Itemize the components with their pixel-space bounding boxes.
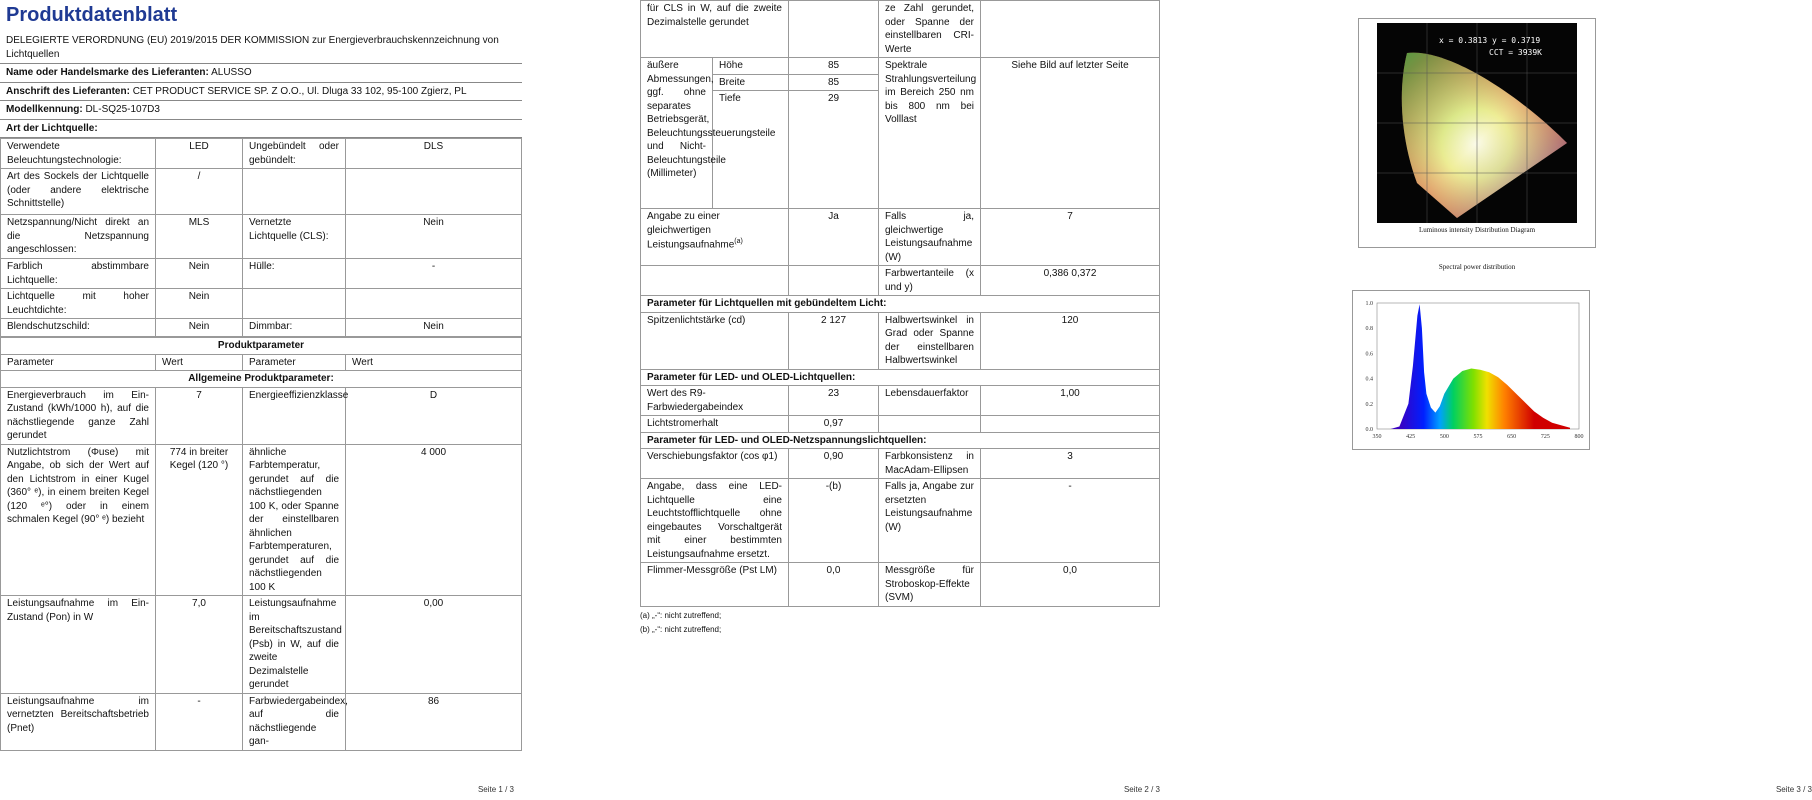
- model-line: [0, 100, 522, 119]
- survival-label: Lebensdauerfaktor: [879, 386, 981, 416]
- table-cell: [243, 169, 346, 215]
- x-tick-label: 800: [1574, 434, 1584, 440]
- table-cell: Nein: [346, 215, 522, 259]
- params-header: Produktparameter: [1, 338, 522, 355]
- address-label: Anschrift des Lieferanten:: [6, 85, 130, 97]
- table-cell: Netzspannung/Nicht direkt an die Netzspannung angeschlossen:: [1, 215, 156, 259]
- table-cell: Leistungsaufnahme im Ein-Zustand (Pon) in W: [1, 596, 156, 694]
- regulation-text: DELEGIERTE VERORDNUNG (EU) 2019/2015 DER KOMMISSION zur Energieverbrauchskennzeichnung von Lichtquellen: [6, 35, 499, 60]
- y-tick-label: 0.0: [1365, 427, 1373, 433]
- spd-figure: [1352, 290, 1590, 450]
- type-table: [0, 138, 522, 337]
- cie-diagram: [1377, 23, 1577, 223]
- macadam-value: 3: [981, 449, 1160, 479]
- table-cell: 7: [156, 387, 243, 444]
- disp-label: Verschiebungsfaktor (cos φ1): [641, 449, 789, 479]
- table-row: [641, 416, 1160, 433]
- flicker-value: 0,0: [789, 563, 879, 607]
- table-cell: Energieverbrauch im Ein-Zustand (kWh/1000 h), auf die nächstliegende ganze Zahl gerundet: [1, 387, 156, 444]
- address-line: [0, 82, 522, 101]
- svm-label: Messgröße für Stroboskop-Effekte (SVM): [879, 563, 981, 607]
- footnote-a: (a) „-“: nicht zutreffend;: [640, 610, 722, 620]
- table-cell: Nutzlichtstrom (Φuse) mit Angabe, ob sich der Wert auf den Lichtstrom in einer Kugel (360° ᵉ), in einem breiten Kegel (120 ᵉ°) oder in einem schmalen Kegel (90° ᵉ) bezieht: [1, 444, 156, 596]
- table-cell: D: [346, 387, 522, 444]
- table-cell: Nein: [156, 319, 243, 337]
- x-tick-label: 575: [1473, 434, 1483, 440]
- flicker-label: Flimmer-Messgröße (Pst LM): [641, 563, 789, 607]
- cie-caption: Luminous intensity Distribution Diagram: [1418, 226, 1536, 234]
- cie-cct: CCT = 3939K: [1489, 48, 1542, 57]
- table-row: [641, 449, 1160, 479]
- table-cell: Nein: [346, 319, 522, 337]
- table-cell: Ungebündelt oder gebündelt:: [243, 139, 346, 169]
- supplier-line: [0, 63, 522, 82]
- y-tick-label: 0.4: [1365, 376, 1373, 383]
- dimensions-label: äußere Abmessungen, ggf. ohne separates Betriebsgerät, Beleuchtungssteuerungsteile und Nicht-Beleuchtungsteile (Millimeter): [641, 58, 713, 209]
- page-number: Seite 2 / 3: [1123, 785, 1160, 795]
- table-cell: Leistungsaufnahme im Bereitschaftszustand (Psb) in W, auf die zweite Dezimalstelle gerundet: [243, 596, 346, 694]
- dimensions-row: [641, 58, 1160, 75]
- table-cell: [346, 289, 522, 319]
- table-cell: [243, 289, 346, 319]
- table-cell: -: [156, 693, 243, 750]
- table-cell: Leistungsaufnahme im vernetzten Bereitschaftsbetrieb (Pnet): [1, 693, 156, 750]
- chroma-value: 0,386 0,372: [981, 266, 1160, 296]
- page-number: Seite 1 / 3: [477, 785, 514, 795]
- table-cell: /: [156, 169, 243, 215]
- table-row: [1, 169, 522, 215]
- table-cell: Art des Sockels der Lichtquelle (oder andere elektrische Schnittstelle): [1, 169, 156, 215]
- table-cell: Lichtquelle mit hoher Leuchtdichte:: [1, 289, 156, 319]
- table-row: [641, 479, 1160, 563]
- spectral-value: Siehe Bild auf letzter Seite: [981, 58, 1160, 209]
- x-tick-label: 425: [1406, 434, 1416, 440]
- table-cell: Nein: [156, 259, 243, 289]
- y-tick-label: 0.6: [1365, 351, 1373, 358]
- dim-name: Tiefe: [713, 91, 789, 209]
- col-param-header: Parameter: [1, 354, 156, 371]
- model-label: Modellkennung:: [6, 104, 83, 115]
- r9-label: Wert des R9-Farbwiedergabeindex: [641, 386, 789, 416]
- cie-readout: x = 0.3813 y = 0.3719: [1439, 36, 1541, 45]
- table-row: [1, 259, 522, 289]
- dim-name: Höhe: [713, 58, 789, 75]
- table-cell: -: [346, 259, 522, 289]
- table-row: [641, 312, 1160, 369]
- y-tick-label: 0.8: [1365, 326, 1373, 333]
- r9-value: 23: [789, 386, 879, 416]
- beam-value: 120: [981, 312, 1160, 369]
- page-2: [640, 0, 1160, 800]
- table-cell: 4 000: [346, 444, 522, 596]
- spd-caption: Spectral power distribution: [1438, 263, 1516, 271]
- equiv-label: Angabe zu einer gleichwertigen Leistungsaufnahme$^{(a)}$: [641, 209, 789, 266]
- params-table-continued: [640, 0, 1160, 607]
- table-cell: MLS: [156, 215, 243, 259]
- spectral-label: Spektrale Strahlungsverteilung im Bereich 250 nm bis 800 nm bei Volllast: [879, 58, 981, 209]
- col-value-header: Wert: [156, 354, 243, 371]
- table-row: [1, 319, 522, 337]
- table-cell: 7,0: [156, 596, 243, 694]
- supplier-label: Name oder Handelsmarke des Lieferanten:: [6, 67, 209, 78]
- spd-chart: [1353, 291, 1589, 449]
- peak-value: 2 127: [789, 312, 879, 369]
- table-cell: Energieeffizienzklasse: [243, 387, 346, 444]
- table-row: [641, 563, 1160, 607]
- y-tick-label: 0.2: [1365, 401, 1373, 408]
- equiv-power-label: Falls ja, gleichwertige Leistungsaufnahme (W): [879, 209, 981, 266]
- peak-label: Spitzenlichtstärke (cd): [641, 312, 789, 369]
- table-row: für CLS in W, auf die zweite Dezimalstelle gerundet ze Zahl gerundet, oder Spanne der einstellbaren CRI-Werte: [641, 1, 1160, 58]
- address-value: CET PRODUCT SERVICE SP. Z O.O., Ul. Dluga 33 102, 95-100 Zgierz, PL: [132, 85, 467, 97]
- maint-label: Lichtstromerhalt: [641, 416, 789, 433]
- table-row: [1, 693, 522, 750]
- led-header: Parameter für LED- und OLED-Lichtquellen:: [641, 369, 1160, 386]
- dim-value: 85: [789, 74, 879, 91]
- equiv-value: Ja: [789, 209, 879, 266]
- beam-label: Halbwertswinkel in Grad oder Spanne der einstellbaren Halbwertswinkel: [879, 312, 981, 369]
- page-3: [1300, 0, 1812, 800]
- table-cell: Dimmbar:: [243, 319, 346, 337]
- disp-value: 0,90: [789, 449, 879, 479]
- table-row: [641, 386, 1160, 416]
- x-tick-label: 725: [1540, 434, 1550, 440]
- macadam-label: Farbkonsistenz in MacAdam-Ellipsen: [879, 449, 981, 479]
- table-row: [1, 387, 522, 444]
- table-row: [1, 596, 522, 694]
- col-value-header: Wert: [346, 354, 522, 371]
- table-row: [641, 266, 1160, 296]
- params-table: [0, 337, 522, 751]
- x-tick-label: 350: [1372, 434, 1382, 440]
- col-param-header: Parameter: [243, 354, 346, 371]
- table-row: [1, 139, 522, 169]
- page-number: Seite 3 / 3: [1775, 785, 1812, 795]
- replace-label: Angabe, dass eine LED-Lichtquelle eine Leuchtstofflichtquelle ohne eingebautes Vorschaltgerät mit einer bestimmten Leistungsaufnahme ersetzt.: [641, 479, 789, 563]
- cie-figure: [1358, 18, 1596, 248]
- directional-header: Parameter für Lichtquellen mit gebündeltem Licht:: [641, 296, 1160, 313]
- general-params-header: Allgemeine Produktparameter:: [1, 371, 522, 388]
- footnote-b: (b) „-“: nicht zutreffend;: [640, 625, 722, 635]
- table-cell: 86: [346, 693, 522, 750]
- survival-value: 1,00: [981, 386, 1160, 416]
- table-cell: [346, 169, 522, 215]
- replace-power-label: Falls ja, Angabe zur ersetzten Leistungsaufnahme (W): [879, 479, 981, 563]
- svm-value: 0,0: [981, 563, 1160, 607]
- y-tick-label: 1.0: [1365, 301, 1373, 307]
- document-title: Produktdatenblatt: [6, 4, 178, 26]
- equiv-power-value: 7: [981, 209, 1160, 266]
- table-cell: 0,00: [346, 596, 522, 694]
- replace-power-value: -: [981, 479, 1160, 563]
- replace-value: -(b): [789, 479, 879, 563]
- table-cell: Hülle:: [243, 259, 346, 289]
- table-cell: Farbwiedergabeindex, auf die nächstliegende gan-: [243, 693, 346, 750]
- dim-value: 29: [789, 91, 879, 209]
- table-cell: Blendschutzschild:: [1, 319, 156, 337]
- table-cell: Farblich abstimmbare Lichtquelle:: [1, 259, 156, 289]
- table-cell: LED: [156, 139, 243, 169]
- dim-name: Breite: [713, 74, 789, 91]
- table-row: [1, 215, 522, 259]
- table-cell: DLS: [346, 139, 522, 169]
- table-cell: 774 in breiter Kegel (120 °): [156, 444, 243, 596]
- x-tick-label: 500: [1439, 434, 1449, 440]
- supplier-value: ALUSSO: [211, 67, 252, 78]
- type-header: Art der Lichtquelle:: [0, 119, 522, 139]
- mains-header: Parameter für LED- und OLED-Netzspannungslichtquellen:: [641, 432, 1160, 449]
- table-cell: Vernetzte Lichtquelle (CLS):: [243, 215, 346, 259]
- table-cell: Verwendete Beleuchtungstechnologie:: [1, 139, 156, 169]
- spectrum-area: [1390, 304, 1570, 429]
- chroma-label: Farbwertanteile (x und y): [879, 266, 981, 296]
- model-value: DL-SQ25-107D3: [85, 104, 160, 115]
- table-row: [641, 209, 1160, 266]
- table-row: [1, 444, 522, 596]
- page-1: [0, 0, 522, 800]
- x-tick-label: 650: [1507, 434, 1517, 440]
- table-row: [1, 289, 522, 319]
- maint-value: 0,97: [789, 416, 879, 433]
- dim-value: 85: [789, 58, 879, 75]
- table-cell: ähnliche Farbtemperatur, gerundet auf die nächstliegenden 100 K, oder Spanne der einstellbaren ähnlichen Farbtemperaturen, gerundet auf die nächstliegenden 100 K: [243, 444, 346, 596]
- table-cell: Nein: [156, 289, 243, 319]
